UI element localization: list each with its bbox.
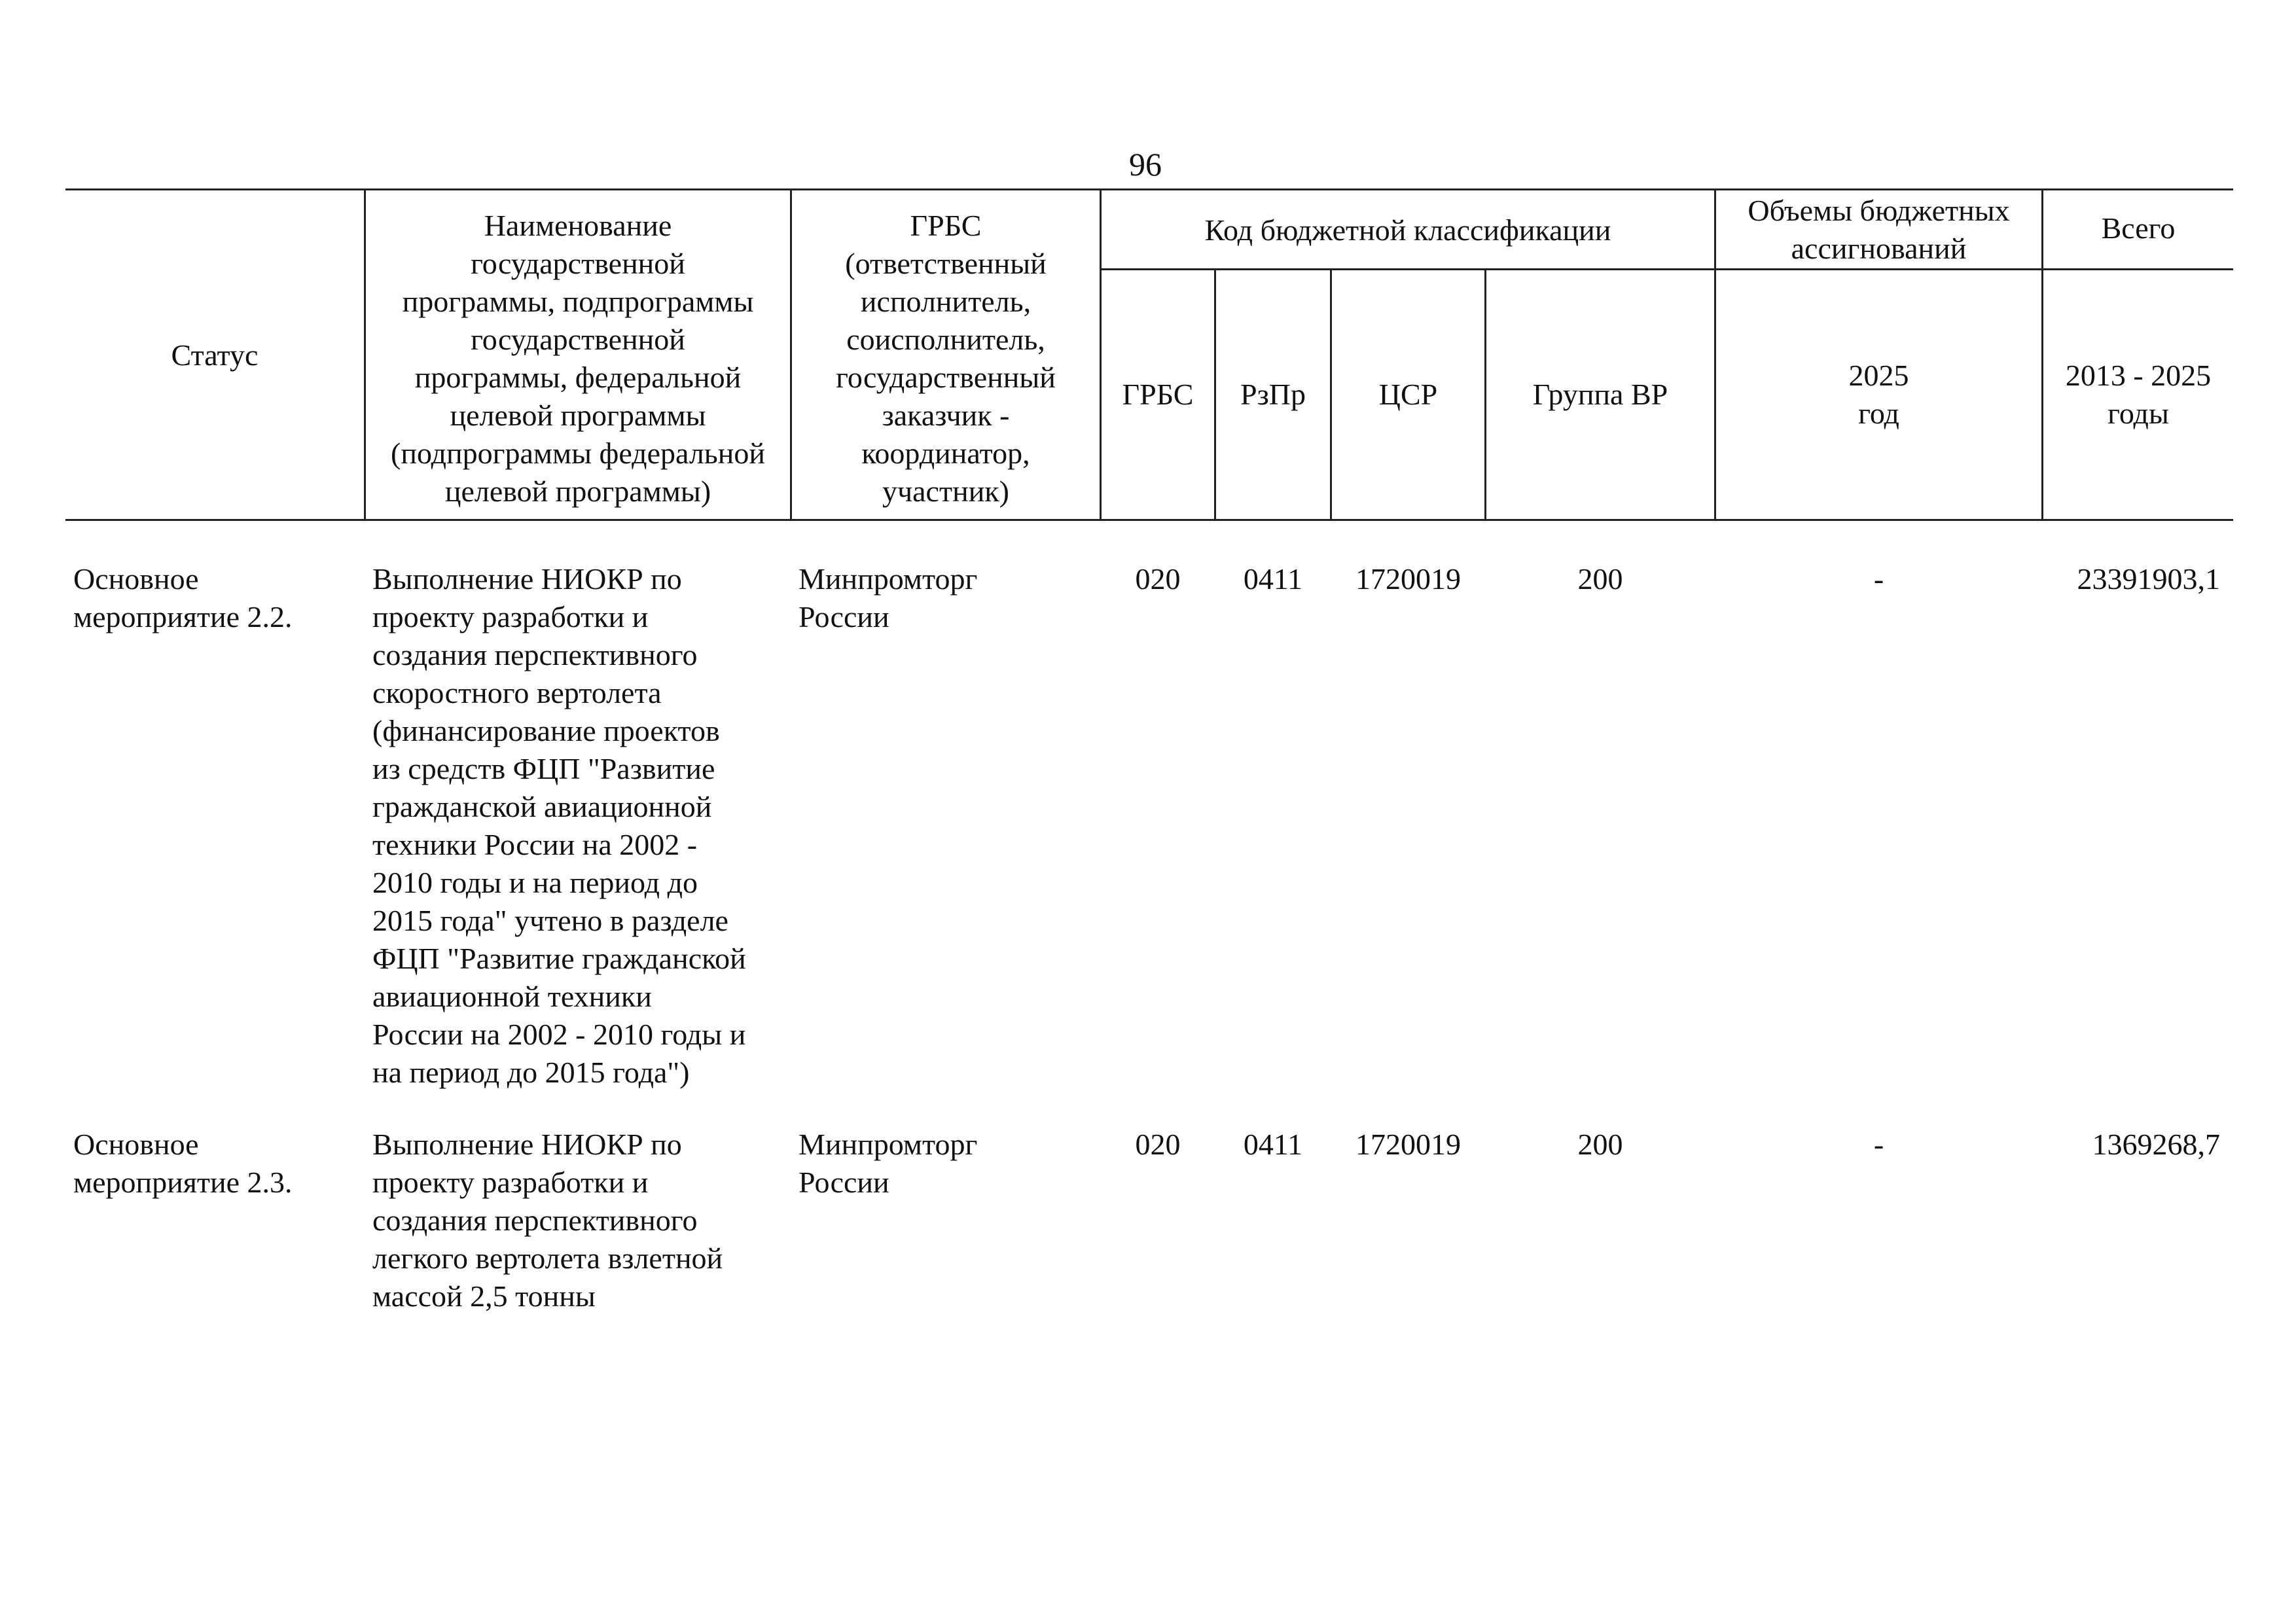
row-executor: Минпромторг России [798,562,978,633]
header-grbs: ГРБС [1122,378,1194,411]
row-program-name: Выполнение НИОКР по проекту разработки и создания перспективного скоростного вертолета (финансирование проектов из средств ФЦП "Развитие гражданской авиационной техники России на 2002 - 2010 годы и на период до 2015 года" учтено в разделе ФЦП "Развитие гражданской авиационной техники России на 2002 - 2010 годы и на период до 2015 года") [372,562,746,1089]
row-executor: Минпромторг России [798,1128,978,1199]
row-grbs: 020 [1135,562,1181,596]
header-vr-group: Группа ВР [1532,378,1668,411]
header-csr: ЦСР [1378,378,1438,411]
header-year-2025: 2025 год [1848,359,1909,430]
header-status: Статус [171,338,259,372]
row-rzpr: 0411 [1243,1128,1303,1161]
table-top-rule [65,188,2233,190]
header-responsible-executor: ГРБС (ответственный исполнитель, соисполнитель, государственный заказчик - координатор, участник) [836,209,1056,508]
row-grbs: 020 [1135,1128,1181,1161]
page-number: 96 [1129,146,1162,183]
row-status: Основное мероприятие 2.3. [73,1128,293,1199]
header-budget-code-group: Код бюджетной классификации [1204,213,1611,247]
row-vr: 200 [1577,1128,1623,1161]
header-budget-volumes-group: Объемы бюджетных ассигнований [1748,194,2010,265]
header-total-group: Всего [2101,211,2176,245]
header-rzpr: РзПр [1240,378,1306,411]
subheader-rule [1100,268,2233,270]
row-rzpr: 0411 [1243,562,1303,596]
header-program-name: Наименование государственной программы, подпрограммы государственной программы, федеральной целевой программы (подпрограммы федеральной целевой программы) [391,209,765,508]
row-csr: 1720019 [1355,1128,1461,1161]
row-total: 1369268,7 [2092,1128,2220,1161]
row-amount-2025: - [1873,562,1884,596]
header-years-total: 2013 - 2025 годы [2065,359,2212,430]
header-bottom-rule [65,519,2233,521]
row-amount-2025: - [1873,1128,1884,1161]
row-csr: 1720019 [1355,562,1461,596]
row-vr: 200 [1577,562,1623,596]
row-status: Основное мероприятие 2.2. [73,562,293,633]
row-program-name: Выполнение НИОКР по проекту разработки и создания перспективного легкого вертолета взлетной массой 2,5 тонны [372,1128,723,1313]
row-total: 23391903,1 [2077,562,2220,596]
